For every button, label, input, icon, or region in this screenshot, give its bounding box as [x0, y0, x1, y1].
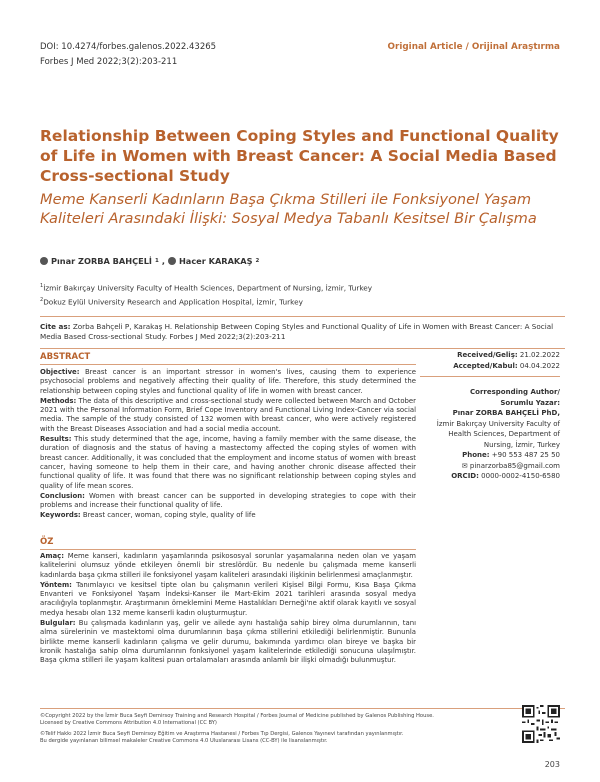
amac-label: Amaç:: [40, 552, 65, 560]
objective-text: Breast cancer is an important stressor in women's lives, causing them to experience psychosocial problems and negatively affecting their quality of life. Therefore, this study determined the relationship between coping styles and functional quality of life in women with breast cancer.: [40, 368, 416, 395]
received-value: 21.02.2022: [519, 351, 560, 359]
bulgular-text: Bu çalışmada kadınların yaş, gelir ve ailede aynı hastalığa sahip birey olma durumlarının, tanı alma sürelerinin ve mastektomi olma durumlarının başa çıkma stillerini etkilediği belirlenmiştir. Bununla birlikte meme kanserli kadınların çalışma ve gelir durumu, bakımında yardımcı olan bireye ve başka bir kronik hastalığa sahip olma durumlarının fonksiyonel yaşam kalitelerinde etkilediği sonucuna ulaşılmıştır. Başa çıkma stilleri ile yaşam kalitesi puan ortalamaları arasında anlamlı bir ilişki olmadığı bulunmuştur.: [40, 619, 416, 665]
abstract-heading: ABSTRACT: [40, 352, 416, 365]
results-label: Results:: [40, 435, 72, 444]
keywords-label: Keywords:: [40, 511, 81, 520]
email-line[interactable]: [420, 461, 560, 472]
amac-text: Meme kanseri, kadınların yaşamlarında psikososyal sorunlar yaşamalarına neden olan ve yaşam kalitelerini olumsuz yönde etkileyen önemli bir streslördür. Bu nedenle bu çalışmada meme kanserli kadınlarda başa çıkma stilleri ile fonksiyonel yaşam kaliteleri arasındaki ilişkinin belirlenmesi amaçlanmıştır.: [40, 552, 416, 579]
affiliation-text: Dokuz Eylül University Research and Application Hospital, İzmir, Turkey: [43, 297, 303, 307]
conclusion-text: Women with breast cancer can be supported in developing strategies to cope with their problems and increase their functional quality of life.: [40, 491, 416, 510]
corresponding-author-name: [420, 408, 560, 419]
author-separator: ,: [161, 256, 165, 266]
author-name: Hacer KARAKAŞ: [178, 256, 253, 266]
orcid-line: [420, 471, 560, 482]
objective-label: Objective:: [40, 368, 80, 376]
phone-line: [420, 450, 560, 461]
article-type-label: Original Article / Orijinal Araştırma: [387, 42, 560, 52]
affiliation-item: [40, 294, 372, 308]
orcid-label: ORCID:: [451, 472, 479, 480]
abstract-methods: [40, 397, 416, 434]
oz-amac: [40, 552, 416, 580]
accepted-date: [420, 361, 560, 372]
license-line-tr: Bu dergide yayınlanan bilimsel makaleler Creative Commons 4.0 Uluslararası Lisans (CC-BY) ile lisanslanmıştır.: [40, 738, 328, 745]
oz-bulgular: [40, 619, 416, 665]
orcid-icon[interactable]: [40, 257, 48, 265]
affiliation-number: 2: [40, 297, 44, 304]
methods-label: Methods:: [40, 396, 77, 405]
author-affiliation-number: 1: [154, 258, 159, 264]
dates-block: [420, 350, 560, 377]
oz-yontem: [40, 581, 416, 618]
email-value[interactable]: pinarzorba85@gmail.com: [469, 461, 560, 470]
ca-name: Pınar ZORBA BAHÇELİ PhD,: [452, 409, 560, 417]
received-label: Received/Geliş:: [457, 351, 518, 359]
license-line: Licensed by Creative Commons Attribution 4.0 International (CC BY): [40, 720, 217, 727]
results-text: This study determined that the age, income, having a family member with the same disease, the duration of diagnosis and the status of having a mastectomy affected the coping styles of women with breast cancer. Additionally, it was concluded that the employment and income status of women with breast cancer, having someone to help them in their care, and having another chronic disease affected their functional quality of life. It was found that there was no significant relationship between coping styles and quality of life mean scores.: [40, 435, 416, 490]
corresponding-author-address: İzmir Bakırçay University Faculty of Health Sciences, Department of Nursing, İzmir, Turkey: [436, 419, 560, 449]
cite-label: Cite as:: [40, 322, 71, 331]
copyright-line: ©Copyright 2022 by the İzmir Buca Seyfi Demirsoy Training and Research Hospital / Forbes Journal of Medicine published by Galenos Publishing House.: [40, 713, 434, 719]
yontem-label: Yöntem:: [40, 580, 72, 589]
affiliation-item: [40, 280, 372, 294]
qr-code-icon[interactable]: [522, 705, 560, 743]
authors-line: [40, 256, 259, 266]
article-info-sidebar: [420, 350, 560, 482]
abstract-conclusion: [40, 492, 416, 511]
abstract-results: [40, 435, 416, 491]
abstract-tr: [40, 552, 416, 667]
corresponding-author-heading-tr: Sorumlu Yazar:: [500, 398, 560, 407]
cite-text: Zorba Bahçeli P, Karakaş H. Relationship Between Coping Styles and Functional Quality of Life in Women with Breast Cancer: A Social Media Based Cross-sectional Study. Forbes J Med 2022;3(2):203-211: [40, 322, 554, 341]
accepted-value: 04.04.2022: [519, 361, 560, 370]
received-date: [420, 350, 560, 361]
oz-heading: ÖZ: [40, 537, 416, 550]
affiliation-text: İzmir Bakırçay University Faculty of Health Sciences, Department of Nursing, İzmir, Turkey: [43, 283, 373, 293]
abstract-keywords: [40, 511, 416, 520]
accepted-label: Accepted/Kabul:: [453, 361, 518, 370]
english-title: Relationship Between Coping Styles and Functional Quality of Life in Women with Breast Cancer: A Social Media Based Cross-sectional Study: [40, 127, 559, 185]
email-icon: ✉: [461, 461, 468, 470]
phone-label: Phone:: [462, 451, 490, 459]
doi-text[interactable]: DOI: 10.4274/forbes.galenos.2022.43265: [40, 42, 217, 52]
methods-text: The data of this descriptive and cross-sectional study were collected between March and October 2021 with the Personal Information Form, Brief Cope Inventory and Functional Living Index-Cancer via social media. The sample of the study consisted of 132 women with breast cancer, who were actively registered with the Breast Diseases Association and had a social media account.: [40, 396, 416, 433]
keywords-text: Breast cancer, woman, coping style, quality of life: [82, 511, 256, 520]
author-affiliation-number: 2: [255, 258, 260, 264]
yontem-text: Tanımlayıcı ve kesitsel tipte olan bu çalışmanın verileri Kişisel Bilgi Formu, Kısa Başa Çıkma Envanteri ve Fonksiyonel Yaşam İndeksi-Kanser ile Mart-Ekim 2021 tarihleri arasında sosyal medya aracılığıyla toplanmıştır. Araştırmanın örneklemini Meme Hastalıkları Derneği'ne aktif olarak kayıtlı ve sosyal medya hesabı olan 132 meme kanserli kadın oluşturmuştur.: [40, 580, 416, 617]
affiliations: [40, 280, 372, 309]
journal-citation: Forbes J Med 2022;3(2):203-211: [40, 57, 178, 67]
bulgular-label: Bulgular:: [40, 619, 76, 628]
author-name: Pınar ZORBA BAHÇELİ: [51, 256, 152, 266]
copyright-footer: [40, 708, 500, 746]
copyright-line-tr: ©Telif Hakkı 2022 İzmir Buca Seyfi Demirsoy Eğitim ve Araştırma Hastanesi / Forbes Tıp Dergisi, Galenos Yayınevi tarafından yayınlanmıştır.: [40, 730, 404, 737]
affiliation-number: 1: [40, 283, 44, 289]
phone-value: +90 553 487 25 50: [491, 451, 560, 459]
corresponding-author-heading: Corresponding Author/: [470, 388, 560, 396]
abstract-en: [40, 368, 416, 522]
abstract-objective: [40, 368, 416, 396]
page-number: 203: [544, 760, 560, 769]
orcid-icon[interactable]: [168, 257, 176, 265]
turkish-title: Meme Kanserli Kadınların Başa Çıkma Stilleri ile Fonksiyonel Yaşam Kaliteleri Arasındaki İlişki: Sosyal Medya Tabanlı Kesitsel Bir Çalışma: [40, 191, 537, 227]
conclusion-label: Conclusion:: [40, 491, 85, 500]
cite-as-box: [40, 316, 565, 349]
orcid-value[interactable]: 0000-0002-4150-6580: [481, 472, 560, 480]
doi-block: [40, 40, 216, 70]
footer-divider: [40, 708, 565, 709]
